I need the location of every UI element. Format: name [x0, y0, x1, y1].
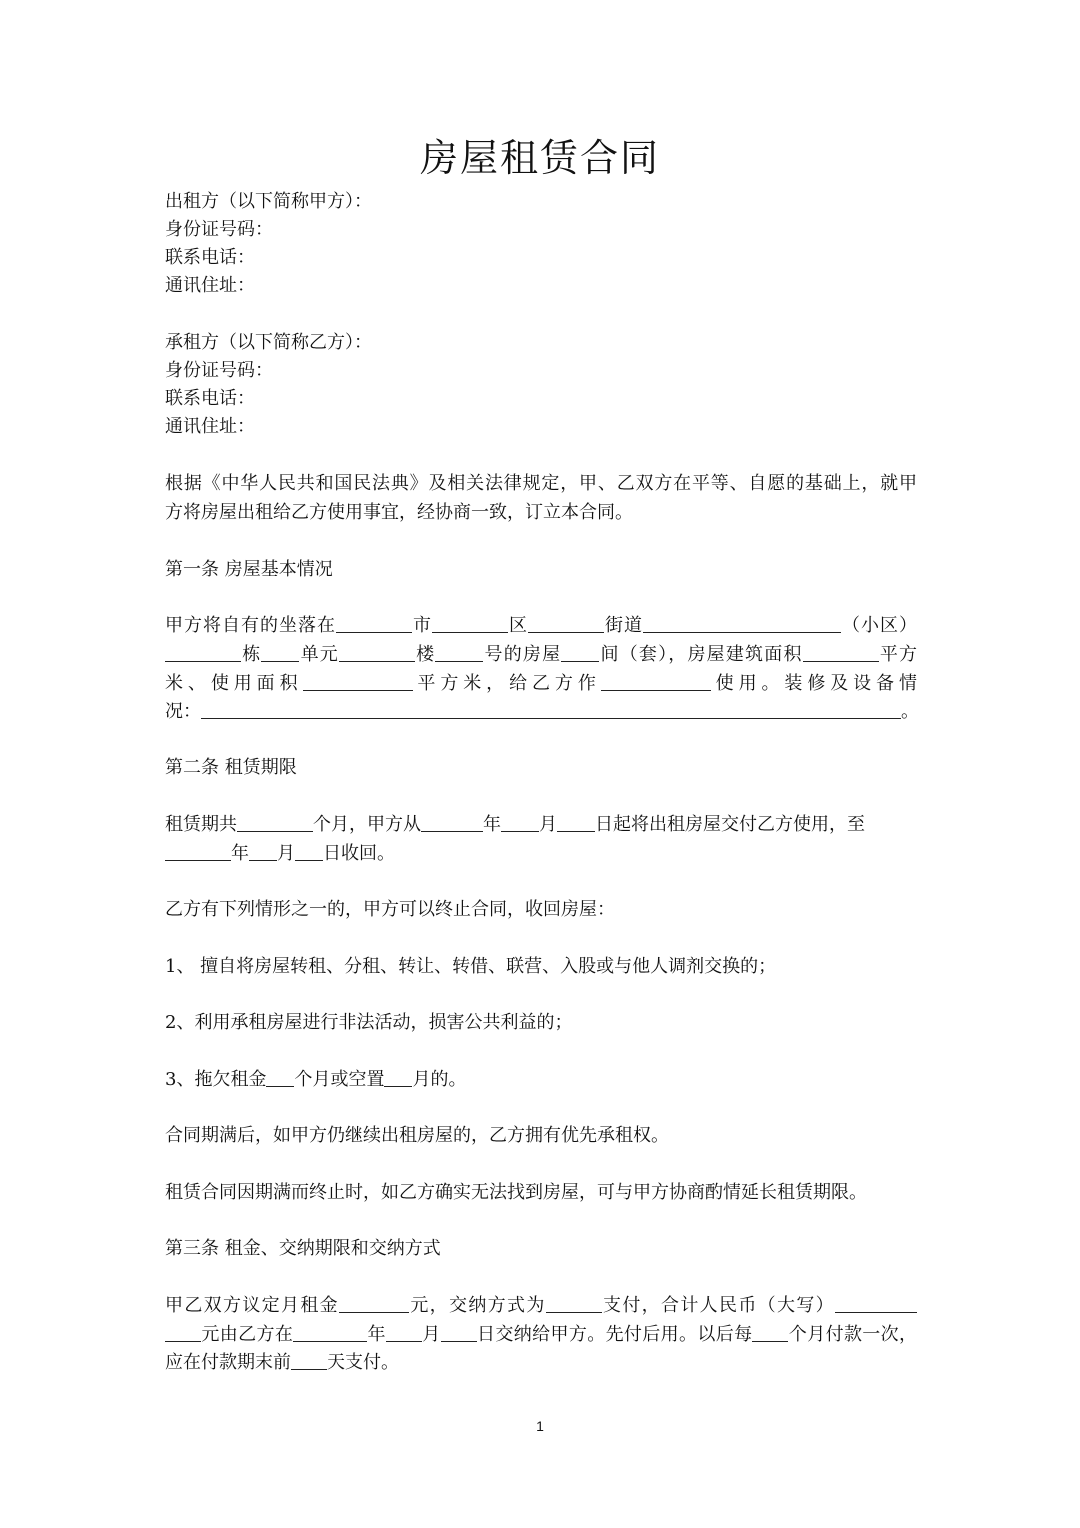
blank-room-count: [561, 641, 599, 662]
blank-unit: [261, 641, 299, 662]
article3-heading: 第三条 租金、交纳期限和交纳方式: [165, 1238, 441, 1259]
blank-pay-day: [441, 1321, 477, 1342]
lessor-id-label: 身份证号码：: [165, 219, 273, 240]
blank-payment-interval: [752, 1321, 788, 1342]
text-segment: 单元: [299, 644, 339, 665]
article2-line-2: [165, 840, 917, 868]
blank-months: [237, 811, 313, 832]
blank-payment-method: [546, 1292, 602, 1313]
text-segment: 支付，合计人民币（大写）: [601, 1295, 836, 1316]
text-segment: 个月，甲方从: [313, 814, 421, 835]
text-segment: 平方: [878, 644, 918, 665]
blank-end-day: [295, 840, 323, 861]
text-segment: 使用。装修及设备情: [710, 673, 917, 694]
text-segment: 个月或空置: [294, 1069, 385, 1090]
blank-start-month: [501, 811, 539, 832]
article2-line-1: [165, 811, 917, 839]
article1-heading: 第一条 房屋基本情况: [165, 559, 333, 580]
text-segment: 。: [901, 701, 919, 722]
blank-start-day: [557, 811, 595, 832]
article3-line-2: [165, 1321, 917, 1349]
blank-decoration: [201, 698, 901, 719]
blank-pay-month: [386, 1321, 422, 1342]
lessor-phone-label: 联系电话：: [165, 247, 255, 268]
text-segment: （小区）: [841, 615, 917, 636]
text-segment: 楼: [414, 644, 436, 665]
text-segment: 号的房屋: [483, 644, 562, 665]
blank-room-number: [435, 641, 483, 662]
text-segment: 年: [367, 1324, 386, 1345]
text-segment: 元，交纳方式为: [409, 1295, 546, 1316]
lessee-phone-label: 联系电话：: [165, 388, 255, 409]
preamble-line-1: 根据《中华人民共和国民法典》及相关法律规定，甲、乙双方在平等、自愿的基础上，就甲: [165, 473, 917, 494]
renewal-clause: 合同期满后，如甲方仍继续出租房屋的，乙方拥有优先承租权。: [165, 1125, 669, 1146]
blank-end-year: [165, 840, 231, 861]
blank-building-area: [803, 641, 879, 662]
blank-amount-words: [835, 1292, 917, 1313]
text-segment: 间（套），房屋建筑面积: [599, 644, 803, 665]
lessee-address-label: 通讯住址：: [165, 416, 255, 437]
text-segment: 平方米，给乙方作: [412, 673, 601, 694]
text-segment: 栋: [241, 644, 262, 665]
termination-intro: 乙方有下列情形之一的，甲方可以终止合同，收回房屋：: [165, 899, 615, 920]
article1-line-1: [165, 612, 917, 640]
lessee-id-label: 身份证号码：: [165, 360, 273, 381]
article1-line-2: [165, 641, 917, 669]
text-segment: 应在付款期末前: [165, 1352, 291, 1373]
text-segment: 日收回。: [323, 843, 395, 864]
blank-monthly-rent: [339, 1292, 409, 1313]
text-segment: 个月付款一次，: [788, 1324, 918, 1345]
termination-item-3: [165, 1066, 917, 1094]
page-number: 1: [536, 1418, 544, 1434]
blank-floor: [339, 641, 415, 662]
blank-arrears-months: [266, 1066, 294, 1087]
text-segment: 况：: [165, 701, 201, 722]
blank-vacant-months: [384, 1066, 412, 1087]
blank-pay-year: [293, 1321, 367, 1342]
text-segment: 年: [483, 814, 501, 835]
text-segment: 市: [412, 615, 432, 636]
blank-end-month: [249, 840, 277, 861]
text-segment: 月: [421, 1324, 441, 1345]
text-segment: 甲乙双方议定月租金: [165, 1295, 339, 1316]
text-segment: 甲方将自有的坐落在: [165, 615, 336, 636]
blank-community: [643, 612, 841, 633]
blank-days-before: [291, 1349, 327, 1370]
text-segment: 月: [277, 843, 295, 864]
text-segment: 租赁期共: [165, 814, 237, 835]
extension-clause: 租赁合同因期满而终止时，如乙方确实无法找到房屋，可与甲方协商酌情延长租赁期限。: [165, 1182, 867, 1203]
termination-item-1: 1、 擅自将房屋转租、分租、转让、转借、联营、入股或与他人调剂交换的；: [165, 956, 777, 977]
lessee-label: 承租方（以下简称乙方）：: [165, 332, 372, 353]
text-segment: 区: [508, 615, 528, 636]
article2-heading: 第二条 租赁期限: [165, 757, 297, 778]
text-segment: 天支付。: [327, 1352, 399, 1373]
text-segment: 日交纳给甲方。先付后用。以后每: [476, 1324, 753, 1345]
text-segment: 3、拖欠租金: [165, 1069, 267, 1090]
blank-building: [165, 641, 241, 662]
document-title: 房屋租赁合同: [419, 136, 660, 180]
blank-usage: [601, 670, 711, 691]
lessor-address-label: 通讯住址：: [165, 275, 255, 296]
text-segment: 月: [539, 814, 557, 835]
article1-line-4: [165, 698, 917, 726]
blank-city: [336, 612, 412, 633]
blank-amount-words-cont: [165, 1321, 201, 1342]
text-segment: 街道: [604, 615, 643, 636]
blank-start-year: [421, 811, 483, 832]
article3-line-3: [165, 1349, 917, 1377]
blank-district: [432, 612, 508, 633]
text-segment: 米、使用面积: [165, 673, 303, 694]
blank-usable-area: [303, 670, 413, 691]
lessor-label: 出租方（以下简称甲方）：: [165, 191, 372, 212]
text-segment: 日起将出租房屋交付乙方使用，至: [595, 814, 865, 835]
text-segment: 月的。: [412, 1069, 467, 1090]
preamble-line-2: 方将房屋出租给乙方使用事宜，经协商一致，订立本合同。: [165, 502, 633, 523]
article3-line-1: [165, 1292, 917, 1320]
blank-street: [528, 612, 604, 633]
article1-line-3: [165, 670, 917, 698]
termination-item-2: 2、利用承租房屋进行非法活动，损害公共利益的；: [165, 1012, 573, 1033]
text-segment: 年: [231, 843, 249, 864]
text-segment: 元由乙方在: [201, 1324, 294, 1345]
